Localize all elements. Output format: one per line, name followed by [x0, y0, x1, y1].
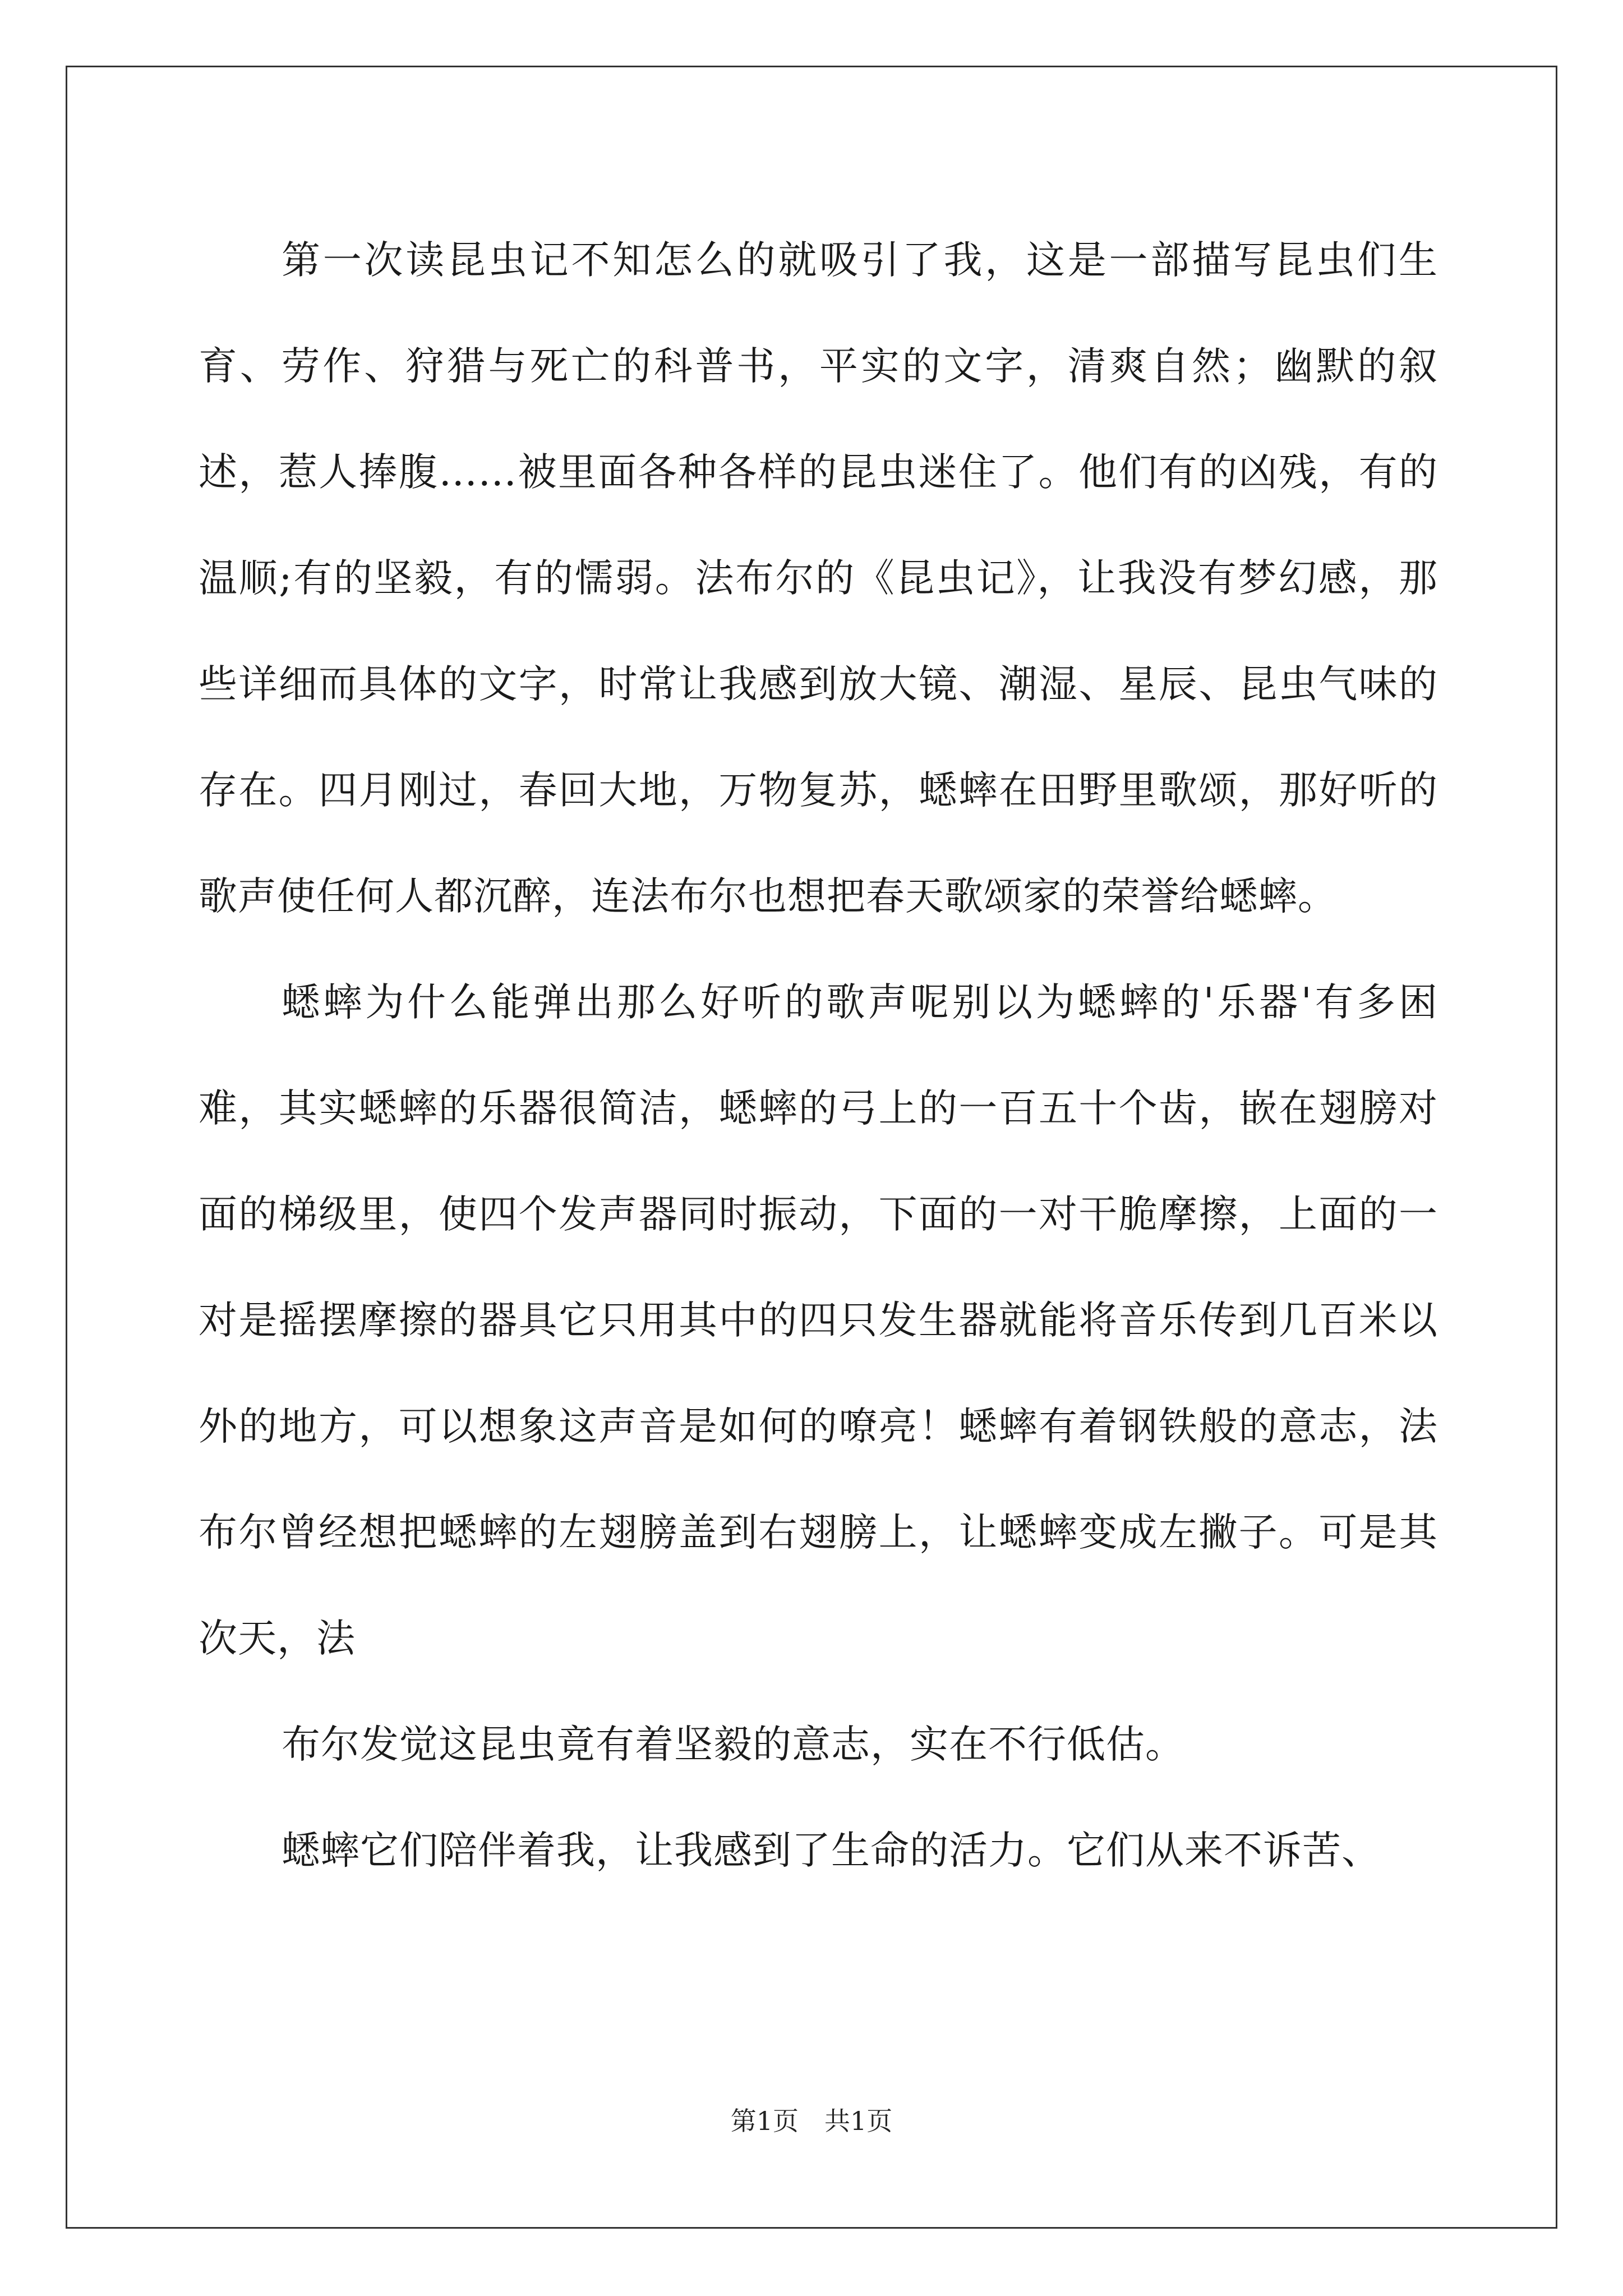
- document-body: [199, 208, 1438, 1904]
- paragraph-2: 蟋蟀为什么能弹出那么好听的歌声呢别以为蟋蟀的'乐器'有多困难，其实蟋蟀的乐器很简洁，蟋蟀的弓上的一百五十个齿，嵌在翅膀对面的梯级里，使四个发声器同时振动，下面的一对干脆摩擦，上面的一对是摇摆摩擦的器具它只用其中的四只发生器就能将音乐传到几百米以外的地方，可以想象这声音是如何的嘹亮！蟋蟀有着钢铁般的意志，法布尔曾经想把蟋蟀的左翅膀盖到右翅膀上，让蟋蟀变成左撇子。可是其次天，法: [199, 980, 1438, 1661]
- paragraph-4: 蟋蟀它们陪伴着我，让我感到了生命的活力。它们从来不诉苦、: [282, 1828, 1381, 1873]
- page-footer: 第1页 共1页: [730, 2106, 893, 2136]
- paragraph-1: 第一次读昆虫记不知怎么的就吸引了我，这是一部描写昆虫们生育、劳作、狩猎与死亡的科普书，平实的文字，清爽自然；幽默的叙述，惹人捧腹……被里面各种各样的昆虫迷住了。他们有的凶残，有的温顺;有的坚毅，有的懦弱。法布尔的《昆虫记》，让我没有梦幻感，那些详细而具体的文字，时常让我感到放大镜、潮湿、星辰、昆虫气味的存在。四月刚过，春回大地，万物复苏，蟋蟀在田野里歌颂，那好听的歌声使任何人都沉醉，连法布尔也想把春天歌颂家的荣誉给蟋蟀。: [199, 238, 1438, 919]
- paragraph-3: 布尔发觉这昆虫竟有着坚毅的意志，实在不行低估。: [282, 1722, 1184, 1767]
